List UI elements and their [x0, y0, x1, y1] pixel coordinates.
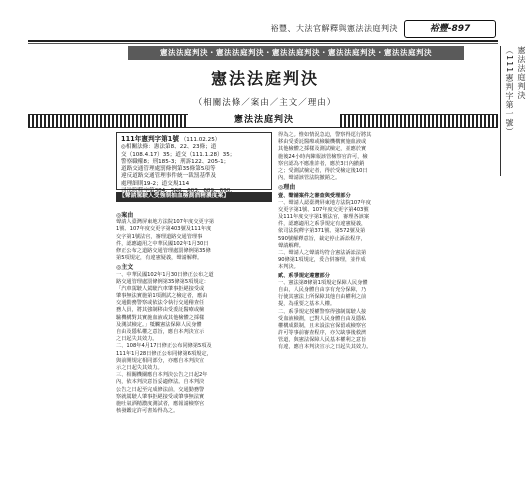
body-line: 111年1月28日修正公布同條第6項規定，: [116, 350, 212, 357]
citation-box: [116, 132, 272, 190]
body-line: 修正公布之道路交通管理處罰條例第35條: [116, 247, 211, 254]
body-line: 三、相關機關應自本判決公告之日起2年: [116, 372, 208, 379]
section-heading: ◎案由: [116, 212, 134, 219]
body-line: 依司法院釋字第371號、第572號及第: [278, 228, 366, 235]
body-line: 與前開規定相同部分，亦應自本判決宣: [116, 357, 205, 364]
body-line: 1號、107年度交更字第403號及111年度: [116, 226, 212, 233]
body-line: 件，認應適用之中華民國102年1月30日: [116, 240, 209, 247]
body-line: 本判決。: [278, 264, 299, 271]
body-line: 及111年度交字第1號法官，審理各該案: [278, 214, 370, 221]
citation-line: ◎相關法條：憲法第8、22、23條；道: [121, 144, 217, 151]
citation-line: 交（108.4.17）35；道交（111.1.28）35；: [121, 151, 236, 158]
body-line: 受血液檢測，已對人民身體自由及隱私: [278, 315, 367, 322]
body-line: 察官認為不應准許者，應於3日內撤銷: [278, 160, 365, 167]
page-badge: 裕豐-897: [404, 20, 496, 38]
header-rule-thin: [28, 43, 498, 44]
body-line: 貳、系爭規定違憲部分: [278, 272, 330, 279]
body-line: 之日起失其效力。: [116, 336, 158, 343]
body-line: 公告之日起至完成修法前，交通勤務警: [116, 386, 205, 393]
body-line: 施後24小時內陳報該管檢察官許可，檢: [278, 153, 368, 160]
body-line: 管道，與憲法保障人民基本權利之意旨: [278, 337, 367, 344]
section-heading: ◎主文: [116, 264, 134, 272]
case-number: 111年憲判字第1號: [121, 135, 179, 143]
citation-line: 違反道路交通管理事件統一裁罰基準及: [121, 173, 217, 180]
running-header: [180, 20, 498, 38]
section-banner: 憲法法庭判決・憲法法庭判決・憲法法庭判決・憲法法庭判決・憲法法庭判決: [128, 46, 464, 60]
body-line: 之；受測試檢定者，得於受檢定後10日: [278, 167, 368, 174]
body-line: 自由，人民身體自由享有充分保障，乃: [278, 286, 367, 293]
body-line: 一、中華民國102年1月30日修正公布之道: [116, 271, 214, 278]
case-summary: 【聲請駕駛人受強制抽血檢測酒精濃度案】: [116, 192, 272, 202]
body-line: 件，認應適用之系爭規定有違憲疑義，: [278, 221, 367, 228]
body-line: 一、聲請人認臺灣屏東地方法院107年度: [278, 199, 371, 206]
body-line: 壹、聲請案件之審查與受理部分: [278, 192, 351, 199]
header-rule: [28, 40, 498, 42]
body-line: 核發鑑定許可書始得為之。: [116, 408, 179, 415]
body-line: 提，為重要之基本人權。: [278, 301, 336, 308]
body-line: 肇事無法實施第1項測試之檢定者，應由: [116, 293, 208, 300]
body-line: 其他檢體之採樣及測試檢定，並應於實: [278, 146, 367, 153]
body-line: 察就駕駛人肇事拒絕接受或肇事無法實: [116, 393, 205, 400]
case-date: （111.02.25）: [180, 137, 221, 143]
body-line: 「汽車駕駛人駕駛汽車肇事拒絕接受或: [116, 285, 205, 292]
running-title: 裕豐、大法官解釋與憲法法庭判決: [270, 24, 398, 33]
side-tab-text: [501, 46, 527, 136]
body-line: 務人員，將其強制移由受委託醫療或檢: [116, 307, 205, 314]
body-line: 路交通管理處罰條例第35條第5項規定：: [116, 278, 209, 285]
body-line: 交通勤務警察或依法令執行交通稽查任: [116, 300, 205, 307]
body-line: 一、憲法第8條第1項規定保障人民身體: [278, 279, 368, 286]
body-line: 行使其憲法上所保障其他自由權利之前: [278, 294, 367, 301]
body-line: 權構成限制，且未設法官保留或檢察官: [278, 322, 367, 329]
decorative-band: [28, 114, 498, 128]
body-line: 得為之。惟如情況急迫，警察得逕行將其: [278, 132, 372, 138]
side-tab-subtitle: （111憲判字第一號）: [505, 46, 514, 137]
body-line: 施吐氣酒精濃度測試者，應報請檢察官: [116, 400, 205, 407]
body-line: 自由及隱私權之意旨，應自本判決宣示: [116, 329, 205, 336]
body-line: 二、系爭規定授權警察得強制駕駛人接: [278, 308, 367, 315]
citation-line: 處理細則19-2；道交規114: [121, 180, 190, 187]
body-line: 聲請人臺灣屏東地方法院107年度交更字第: [116, 219, 215, 226]
page-subtitle: （相關法條／案由／主文／理由）: [193, 98, 337, 108]
body-line: 交更字第1號、107年度交更字第403號: [278, 206, 369, 213]
page-title: 憲法法庭判決: [210, 69, 319, 88]
citation-line: 警察職權8；刑185-3；刑訴122、205-1；: [121, 158, 230, 165]
body-line: 交字第1號法官，審理道路交通管理事: [116, 233, 203, 240]
side-tab-title: 憲法法庭判決: [517, 46, 526, 100]
body-line: 有違，應自本判決宣示之日起失其效力。: [278, 344, 372, 351]
citation-line: 道路交通管理處罰條例第35條第5項等: [121, 166, 216, 173]
body-line: 移由受委託醫療或檢驗機構實施血液或: [278, 139, 367, 146]
right-column: [278, 132, 436, 352]
band-title: 憲法法庭判決: [188, 113, 340, 127]
side-tab: [500, 46, 526, 176]
body-line: 及測試檢定。」牴觸憲法保障人民身體: [116, 321, 202, 328]
body-line: 許可等事前審查程序，亦欠缺事後救濟: [278, 330, 367, 337]
body-line: 示之日起失其效力。: [116, 364, 163, 371]
section-heading: ◎理由: [278, 184, 296, 192]
body-line: 90條第1項規定，爰合併審理，並作成: [278, 257, 366, 264]
body-line: 二、聲請人之聲請均符合憲法訴訟法第: [278, 250, 367, 257]
body-line: 第5項規定，有違憲疑義，聲請解釋。: [116, 255, 203, 262]
body-line: 聲請解釋。: [278, 242, 304, 249]
body-line: 內，聲請該管法院撤銷之。: [278, 175, 341, 182]
body-line: 內，依本判決意旨妥適修法。自本判決: [116, 379, 205, 386]
body-line: 驗機構對其實施血液或其他檢體之採樣: [116, 314, 205, 321]
body-line: 590號解釋意旨，裁定停止訴訟程序，: [278, 235, 366, 242]
body-line: 二、108年4月17日修正公布同條第5項及: [116, 343, 212, 350]
left-column: [116, 210, 272, 415]
